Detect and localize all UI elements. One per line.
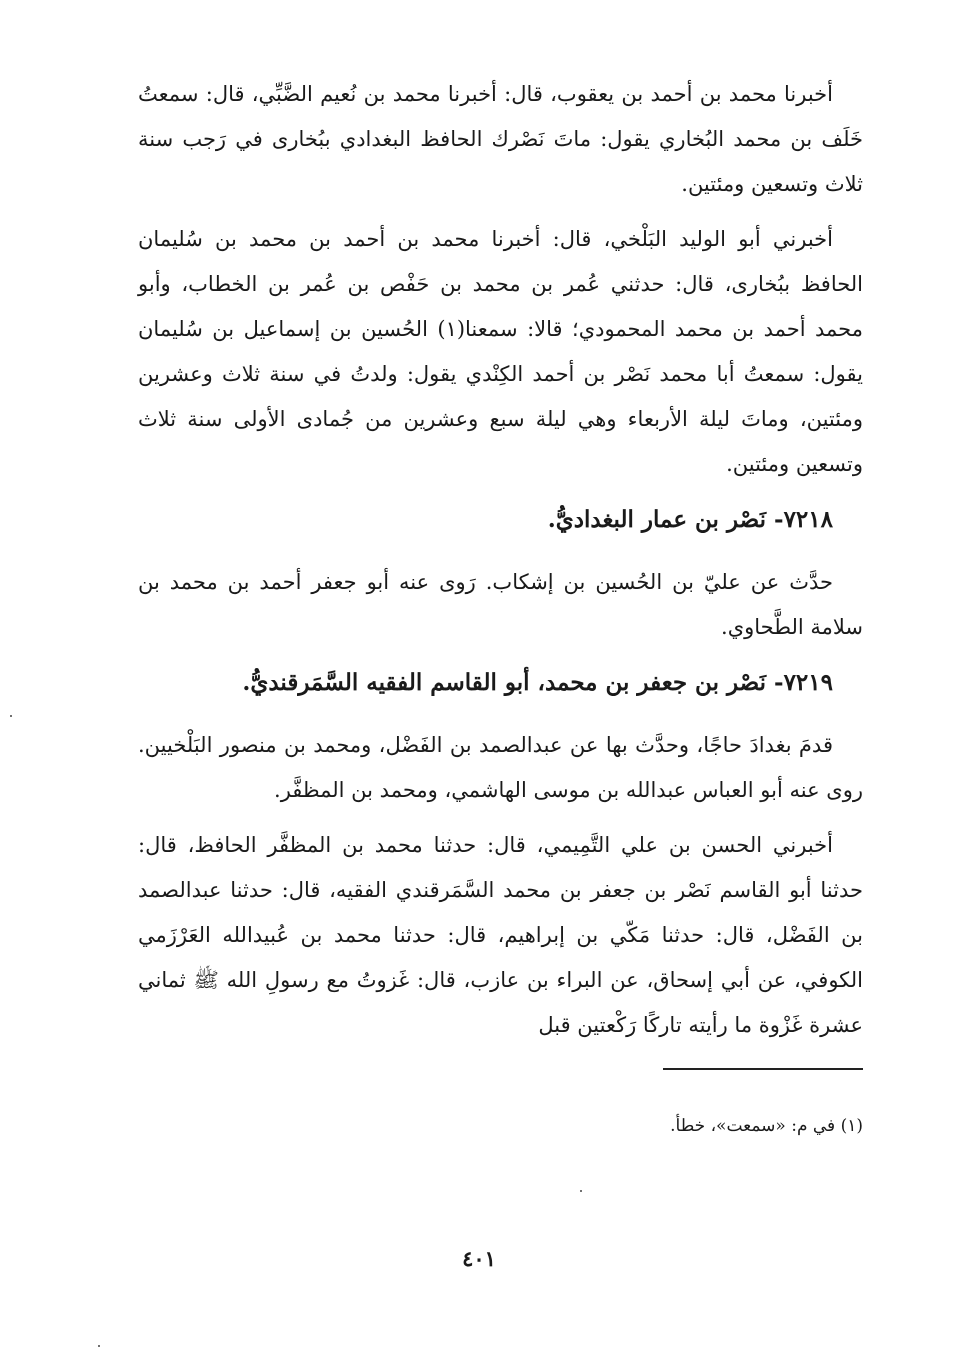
page-body — [138, 72, 863, 1058]
entry-heading-7218 — [138, 497, 863, 542]
footnote-divider — [663, 1068, 863, 1070]
paragraph-2: أخبرني أبو الوليد البَلْخي، قال: أخبرنا محمد بن أحمد بن محمد بن سُليمان الحافظ ببُخارى، قال: حدثني عُمر بن محمد بن حَفْص بن عُمر بن الخطاب، وأبو محمد أحمد بن محمد المحمودي؛ قالا: سمعنا(١) الحُسين بن إسماعيل بن سُليمان يقول: سمعتُ أبا محمد نَصْر بن أحمد الكِنْدي يقول: ولدتُ في سنة ثلاث وعشرين ومئتين، وماتَ ليلة الأربعاء وهي ليلة سبع وعشرين من جُمادى الأولى سنة ثلاث وتسعين ومئتين. — [138, 227, 863, 476]
page-number: ٤٠١ — [462, 1246, 496, 1271]
entry-7218-paragraph: حدَّث عن عليّ بن الحُسين بن إشكاب. رَوى عنه أبو جعفر أحمد بن محمد بن سلامة الطَّحاوي. — [138, 570, 863, 639]
entry-number: ٧٢١٩- — [774, 669, 833, 696]
footnote: (١) في م: «سمعت»، خطأ. — [670, 1116, 863, 1136]
paragraph-1: أخبرنا محمد بن أحمد بن يعقوب، قال: أخبرنا محمد بن نُعيم الضَّبِّي، قال: سمعتُ خَلَف بن محمد البُخاري يقول: ماتَ نَصْرك الحافظ البغدادي ببُخارى في رَجب سنة ثلاث وتسعين ومئتين. — [138, 82, 863, 196]
scan-speck — [580, 1190, 582, 1192]
entry-7219-paragraph-1: قدمَ بغدادَ حاجًا، وحدَّث بها عن عبدالصمد بن الفَضْل، ومحمد بن منصور البَلْخيين. روى عنه أبو العباس عبدالله بن موسى الهاشمي، ومحمد بن المظفَّر. — [138, 733, 863, 802]
scan-speck — [98, 1345, 100, 1347]
scan-speck — [10, 715, 12, 717]
entry-7219-paragraph-2: أخبرني الحسن بن علي التَّمِيمي، قال: حدثنا محمد بن المظفَّر الحافظ، قال: حدثنا أبو القاسم نَصْر بن جعفر بن محمد السَّمَرقندي الفقيه، قال: حدثنا عبدالصمد بن الفَضْل، قال: حدثنا مَكّي بن إبراهيم، قال: حدثنا محمد بن عُبيدالله العَرْزَمي الكوفي، عن أبي إسحاق، عن البراء بن عازب، قال: غَزوتُ مع رسولِ الله ﷺ ثماني عشرة غَزْوة ما رأيته تاركًا رَكْعتين قبل — [138, 833, 863, 1037]
entry-title: نَصْر بن جعفر بن محمد، أبو القاسم الفقيه السَّمَرقنديُّ. — [242, 669, 767, 696]
entry-number: ٧٢١٨- — [774, 506, 833, 533]
entry-heading-7219 — [138, 660, 863, 705]
entry-title: نَصْر بن عمار البغداديُّ. — [547, 506, 767, 533]
